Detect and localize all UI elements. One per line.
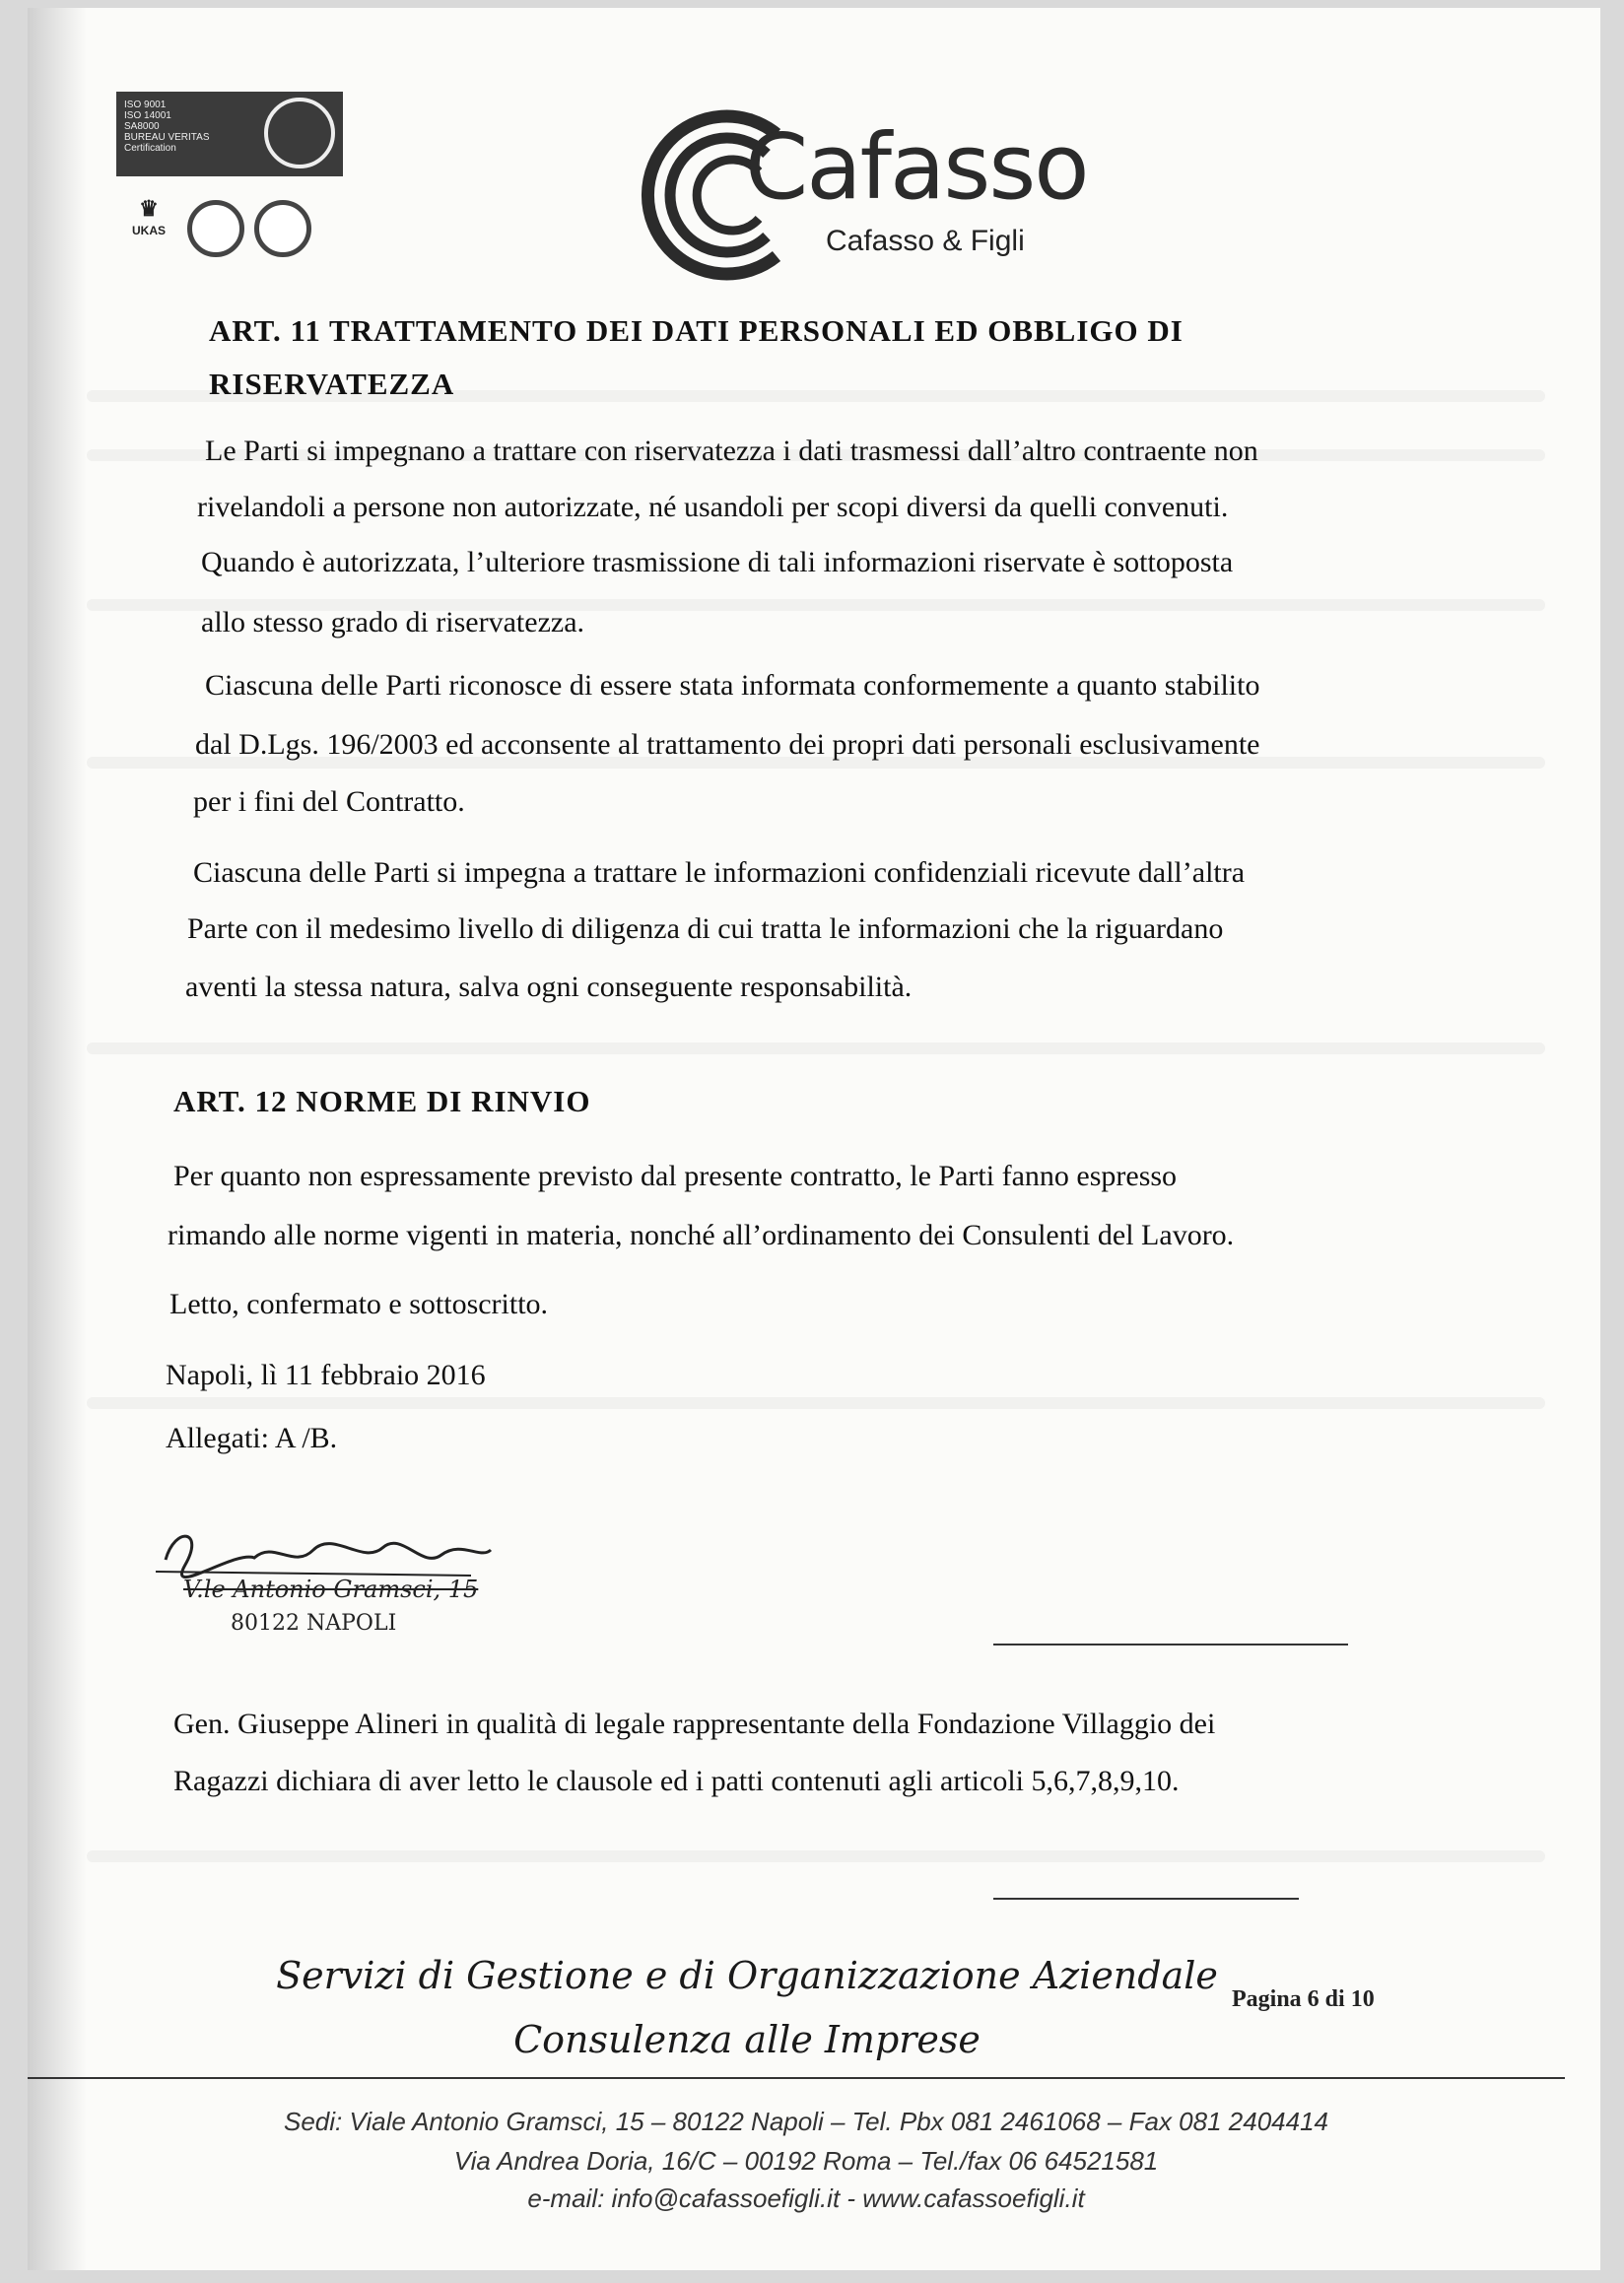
art11-paragraph-line: Ciascuna delle Parti si impegna a trattare le informazioni confidenziali ricevute dall’altra bbox=[193, 856, 1246, 889]
declaration-line: Ragazzi dichiara di aver letto le clausole ed i patti contenuti agli articoli 5,6,7,8,9,10. bbox=[173, 1765, 1180, 1797]
accredia-seal-icon bbox=[254, 200, 311, 257]
art11-paragraph-line: allo stesso grado di riservatezza. bbox=[201, 606, 585, 638]
footer-address-rome: Via Andrea Doria, 16/C – 00192 Roma – Tel./fax 06 64521581 bbox=[453, 2146, 1159, 2176]
stamp-city: 80122 NAPOLI bbox=[231, 1611, 397, 1636]
bureau-veritas-seal-icon bbox=[264, 98, 335, 168]
art11-paragraph-line: per i fini del Contratto. bbox=[193, 785, 465, 818]
certification-logos bbox=[116, 92, 372, 279]
attachments: Allegati: A /B. bbox=[166, 1422, 338, 1454]
ukas-logo: ♛ UKAS bbox=[128, 194, 169, 265]
crown-icon: ♛ bbox=[139, 196, 159, 221]
art11-paragraph-line: aventi la stessa natura, salva ogni conseguente responsabilità. bbox=[185, 971, 913, 1003]
bleed-through bbox=[87, 1042, 1545, 1054]
bleed-through bbox=[87, 1397, 1545, 1409]
art11-paragraph-line: Le Parti si impegnano a trattare con riservatezza i dati trasmessi dall’altro contraente non bbox=[205, 435, 1258, 467]
footer-contact: e-mail: info@cafassoefigli.it - www.cafassoefigli.it bbox=[527, 2183, 1085, 2213]
scan-edge-shadow bbox=[28, 8, 87, 2270]
bureau-veritas-logo: ISO 9001 ISO 14001 SA8000 BUREAU VERITAS Certification bbox=[116, 92, 343, 176]
footer-address: Sedi: Viale Antonio Gramsci, 15 – 80122 Napoli – Tel. Pbx 081 2461068 – Fax 081 2404414 bbox=[283, 2107, 1328, 2136]
signature-line bbox=[993, 1898, 1299, 1900]
art12-paragraph-line: rimando alle norme vigenti in materia, nonché all’ordinamento dei Consulenti del Lavoro. bbox=[168, 1219, 1235, 1251]
art11-paragraph-line: Ciascuna delle Parti riconosce di essere stata informata conformemente a quanto stabilito bbox=[205, 669, 1260, 702]
document-page bbox=[28, 8, 1600, 2270]
art11-paragraph-line: rivelandoli a persone non autorizzate, né usandoli per scopi diversi da quelli convenuti. bbox=[197, 491, 1229, 523]
stamp-address: V.le Antonio Gramsci, 15 bbox=[183, 1576, 479, 1603]
signature-line bbox=[993, 1644, 1348, 1645]
art11-heading-line1: ART. 11 TRATTAMENTO DEI DATI PERSONALI ED OBBLIGO DI bbox=[209, 313, 1184, 348]
closing-confirmation: Letto, confermato e sottoscritto. bbox=[169, 1288, 549, 1320]
art11-paragraph-line: Quando è autorizzata, l’ulteriore trasmissione di tali informazioni riservate è sottoposta bbox=[201, 546, 1234, 578]
footer-consulting: Consulenza alle Imprese bbox=[513, 2018, 981, 2061]
company-logo bbox=[629, 106, 1181, 284]
art11-heading-line2: RISERVATEZZA bbox=[209, 367, 455, 401]
accreditation-seal-icon bbox=[187, 200, 244, 257]
art12-heading: ART. 12 NORME DI RINVIO bbox=[173, 1084, 591, 1118]
art12-paragraph-line: Per quanto non espressamente previsto dal presente contratto, le Parti fanno espresso bbox=[173, 1160, 1178, 1192]
company-stamp-signature bbox=[146, 1520, 501, 1639]
place-and-date: Napoli, lì 11 febbraio 2016 bbox=[166, 1359, 486, 1391]
footer-services: Servizi di Gestione e di Organizzazione Aziendale bbox=[276, 1954, 1218, 1997]
logo-name: Cafasso bbox=[745, 114, 1088, 220]
logo-subtitle: Cafasso & Figli bbox=[826, 225, 1025, 257]
art11-paragraph-line: dal D.Lgs. 196/2003 ed acconsente al trattamento dei propri dati personali esclusivamente bbox=[195, 728, 1260, 761]
footer-divider bbox=[28, 2077, 1565, 2079]
art11-paragraph-line: Parte con il medesimo livello di diligenza di cui tratta le informazioni che la riguardano bbox=[187, 912, 1224, 945]
declaration-line: Gen. Giuseppe Alineri in qualità di legale rappresentante della Fondazione Villaggio dei bbox=[173, 1708, 1216, 1740]
page-number: Pagina 6 di 10 bbox=[1232, 1986, 1375, 2012]
bleed-through bbox=[87, 1850, 1545, 1862]
